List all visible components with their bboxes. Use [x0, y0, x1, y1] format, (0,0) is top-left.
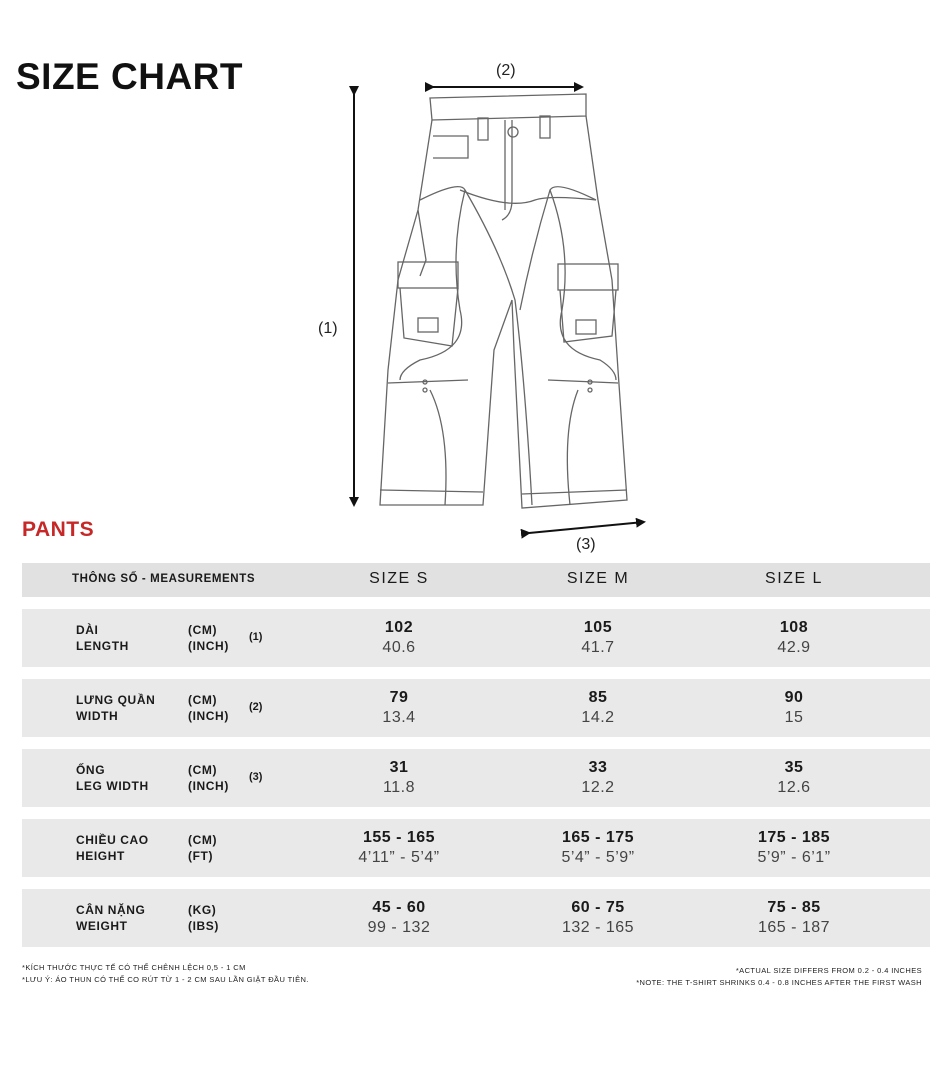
dimension-2-label: (2)	[496, 62, 516, 79]
secondary-value: 5’4” - 5’9”	[561, 849, 635, 866]
value-cell-m	[518, 758, 678, 798]
secondary-value: 12.2	[581, 779, 615, 796]
measure-label-vi: LƯNG QUẦN	[76, 693, 156, 707]
value-cell-s	[319, 898, 479, 938]
value-cell-s	[319, 758, 479, 798]
measure-label-en: LENGTH	[76, 639, 129, 653]
primary-value: 175 - 185	[757, 829, 831, 846]
unit-primary: (CM)	[188, 623, 218, 637]
value-cell-l	[714, 828, 874, 868]
value-cell-s	[319, 828, 479, 868]
value-cell-l	[714, 898, 874, 938]
value-cell-s	[319, 618, 479, 658]
primary-value: 108	[779, 619, 809, 636]
dimension-ref: (2)	[249, 701, 263, 713]
unit-secondary: (FT)	[188, 849, 214, 863]
value-cell-l	[714, 618, 874, 658]
primary-value: 31	[389, 759, 409, 776]
primary-value: 102	[384, 619, 414, 636]
dimension-ref: (1)	[249, 631, 263, 643]
table-row	[22, 819, 930, 877]
unit-secondary: (INCH)	[188, 779, 229, 793]
secondary-value: 42.9	[777, 639, 811, 656]
secondary-value: 165 - 187	[757, 919, 831, 936]
primary-value: 75 - 85	[767, 899, 821, 916]
note-en-2: *NOTE: THE T-SHIRT SHRINKS 0.4 - 0.8 INCHES AFTER THE FIRST WASH	[636, 978, 922, 987]
note-en-1: *ACTUAL SIZE DIFFERS FROM 0.2 - 0.4 INCHES	[735, 966, 922, 975]
value-cell-s	[319, 688, 479, 728]
measure-label-en: WEIGHT	[76, 919, 128, 933]
primary-value: 45 - 60	[372, 899, 426, 916]
secondary-value: 13.4	[382, 709, 416, 726]
measure-label-vi: CÂN NẶNG	[76, 903, 146, 917]
secondary-value: 5’9” - 6’1”	[757, 849, 831, 866]
page-title: SIZE CHART	[16, 56, 243, 97]
dimension-1-label: (1)	[318, 320, 338, 337]
pants-drawing-icon	[300, 50, 680, 570]
secondary-value: 4’11” - 5’4”	[358, 849, 440, 866]
secondary-value: 40.6	[382, 639, 416, 656]
value-cell-m	[518, 898, 678, 938]
size-s-header: SIZE S	[369, 570, 429, 587]
measure-label-en: WIDTH	[76, 709, 119, 723]
measure-label-en: HEIGHT	[76, 849, 125, 863]
unit-secondary: (IBS)	[188, 919, 219, 933]
unit-primary: (CM)	[188, 833, 218, 847]
value-cell-l	[714, 758, 874, 798]
table-row	[22, 679, 930, 737]
measure-label-en: LEG WIDTH	[76, 779, 149, 793]
primary-value: 79	[389, 689, 409, 706]
primary-value: 85	[588, 689, 608, 706]
secondary-value: 15	[784, 709, 804, 726]
value-cell-m	[518, 688, 678, 728]
table-row	[22, 609, 930, 667]
dimension-ref: (3)	[249, 771, 263, 783]
value-cell-l	[714, 688, 874, 728]
size-l-header: SIZE L	[765, 570, 823, 587]
size-m-header: SIZE M	[566, 570, 630, 587]
primary-value: 105	[583, 619, 613, 636]
measure-label-vi: DÀI	[76, 623, 99, 637]
primary-value: 60 - 75	[571, 899, 625, 916]
unit-secondary: (INCH)	[188, 709, 229, 723]
pants-diagram	[300, 50, 680, 570]
dimension-3-label: (3)	[576, 536, 596, 553]
secondary-value: 12.6	[777, 779, 811, 796]
primary-value: 155 - 165	[362, 829, 436, 846]
table-row	[22, 889, 930, 947]
section-title: PANTS	[22, 518, 95, 541]
measurements-header: THÔNG SỐ - MEASUREMENTS	[72, 573, 256, 585]
secondary-value: 41.7	[581, 639, 615, 656]
measure-label-vi: CHIỀU CAO	[76, 833, 149, 847]
unit-primary: (CM)	[188, 763, 218, 777]
secondary-value: 14.2	[581, 709, 615, 726]
measure-label-vi: ỐNG	[76, 763, 106, 777]
table-row	[22, 749, 930, 807]
note-vi-1: *KÍCH THƯỚC THỰC TẾ CÓ THỂ CHÊNH LỆCH 0,5 - 1 CM	[22, 963, 246, 972]
unit-primary: (CM)	[188, 693, 218, 707]
secondary-value: 99 - 132	[367, 919, 431, 936]
secondary-value: 132 - 165	[561, 919, 635, 936]
note-vi-2: *LƯU Ý: ÁO THUN CÓ THỂ CO RÚT TỪ 1 - 2 CM SAU LẦN GIẶT ĐẦU TIÊN.	[22, 975, 309, 984]
unit-secondary: (INCH)	[188, 639, 229, 653]
value-cell-m	[518, 618, 678, 658]
table-header	[22, 563, 930, 597]
secondary-value: 11.8	[383, 779, 415, 796]
primary-value: 35	[784, 759, 804, 776]
primary-value: 33	[588, 759, 608, 776]
primary-value: 165 - 175	[561, 829, 635, 846]
unit-primary: (KG)	[188, 903, 217, 917]
value-cell-m	[518, 828, 678, 868]
primary-value: 90	[784, 689, 804, 706]
